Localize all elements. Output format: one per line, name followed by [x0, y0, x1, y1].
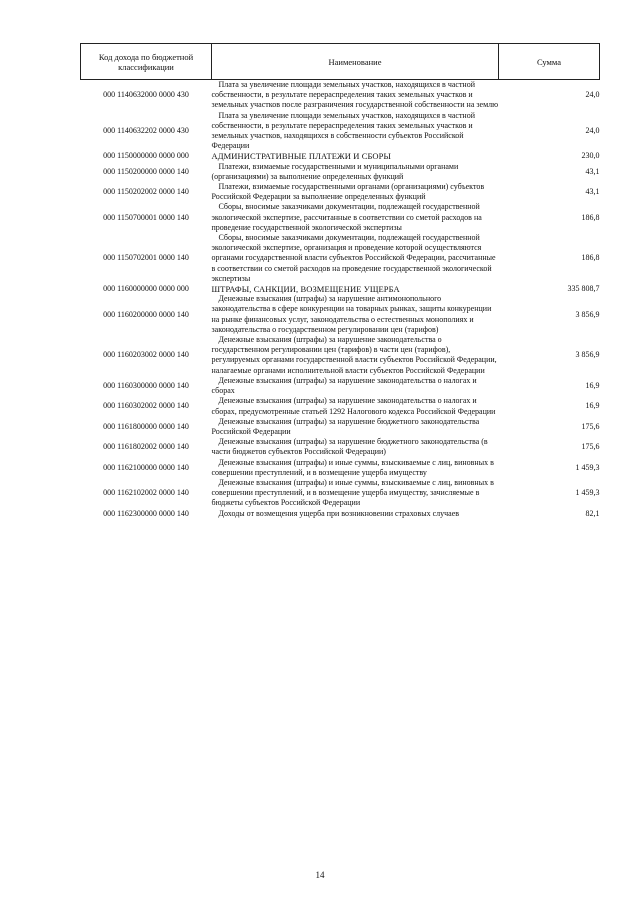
row-name-cell: [212, 202, 499, 233]
row-code: 000 1150200000 0000 140: [103, 166, 189, 176]
row-sum: 24,0: [585, 90, 600, 100]
header-sum: Сумма: [499, 44, 600, 80]
row-code: 000 1160000000 0000 000: [103, 284, 189, 294]
row-name: Сборы, вносимые заказчиками документации, подлежащей государственной экологической экспертизе, организация и проведение которой осуществляются органами государственной власти субъектов Российской Федерации, рассчитанные в соответствии со сметой расходов на проведение государственной экологической экспертизы: [211, 233, 496, 283]
table-body: [81, 80, 600, 519]
row-sum: 175,6: [581, 421, 600, 431]
row-code: 000 1140632000 0000 430: [103, 90, 189, 100]
section-row: [81, 151, 600, 161]
row-name-cell: [212, 80, 499, 111]
table-row: [81, 509, 600, 519]
row-code: 000 1162300000 0000 140: [103, 508, 189, 518]
row-code: 000 1162100000 0000 140: [103, 462, 189, 472]
row-sum: 175,6: [581, 442, 600, 452]
table-row: [81, 233, 600, 284]
row-name: Платежи, взимаемые государственными органами (организациями) субъектов Российской Федерации за выполнение определенных функций: [211, 182, 485, 202]
row-name-cell: [212, 182, 499, 202]
row-name: Доходы от возмещения ущерба при возникновении страховых случаев: [218, 508, 460, 518]
row-name: Денежные взыскания (штрафы) и иные суммы, взыскиваемые с лиц, виновных в совершении преступлений, и в возмещение ущерба имуществу: [211, 457, 494, 477]
row-code: 000 1161800000 0000 140: [103, 421, 189, 431]
table-row: [81, 202, 600, 233]
row-name: Денежные взыскания (штрафы) за нарушение антимонопольного законодательства в сфере конкуренции на товарных рынках, защиты конкуренции на рынке финансовых услуг, законодательства о естественных монополиях и законодательства о государственном регулировании цен (тарифов): [211, 294, 492, 334]
row-name: Денежные взыскания (штрафы) и иные суммы, взыскиваемые с лиц, виновных в совершении преступлений, и в возмещение ущерба имуществу, зачисляемые в бюджеты субъектов Российской Федерации: [211, 477, 494, 508]
section-row: [81, 284, 600, 294]
table-row: [81, 294, 600, 335]
row-name: Плата за увеличение площади земельных участков, находящихся в частной собственности, в результате перераспределения таких земельных участков и земельных участков, находящихся в собственности субъектов Российской Федерации: [211, 110, 475, 151]
row-sum: 3 856,9: [575, 350, 600, 360]
row-code: 000 1140632202 0000 430: [103, 125, 189, 135]
row-code: 000 1160200000 0000 140: [103, 309, 189, 319]
row-code: 000 1160203002 0000 140: [103, 350, 189, 360]
row-name-cell: [212, 478, 499, 509]
row-sum: 82,1: [585, 508, 600, 518]
row-sum: 16,9: [585, 380, 600, 390]
table-row: [81, 417, 600, 437]
row-name: Денежные взыскания (штрафы) за нарушение бюджетного законодательства (в части бюджетов субъектов Российской Федерации): [211, 437, 488, 457]
header-name: Наименование: [212, 44, 499, 80]
row-name-cell: [212, 417, 499, 437]
row-name-cell: [212, 162, 499, 182]
row-name-cell: [212, 335, 499, 376]
row-name: Плата за увеличение площади земельных участков, находящихся в частной собственности, в результате перераспределения таких земельных участков и земельных участков после разграничения государственной собственности на землю: [211, 80, 499, 110]
row-sum: 186,8: [581, 212, 600, 222]
row-sum: 230,0: [581, 151, 600, 161]
table-row: [81, 111, 600, 152]
table-header-row: [81, 44, 600, 80]
row-sum: 24,0: [585, 125, 600, 135]
revenue-table: [80, 43, 600, 519]
row-code: 000 1160300000 0000 140: [103, 380, 189, 390]
row-code: 000 1160302002 0000 140: [103, 401, 189, 411]
row-sum: 335 808,7: [567, 284, 600, 294]
row-code: 000 1150702001 0000 140: [103, 253, 189, 263]
document-sheet: [80, 43, 599, 519]
row-name-cell: [212, 396, 499, 416]
row-name-cell: [212, 376, 499, 396]
row-sum: 1 459,3: [575, 462, 600, 472]
row-code: 000 1150202002 0000 140: [103, 187, 189, 197]
row-sum: 1 459,3: [575, 488, 600, 498]
row-code: 000 1150000000 0000 000: [103, 151, 189, 161]
table-row: [81, 335, 600, 376]
row-name-cell: [212, 233, 499, 284]
row-name-cell: [212, 458, 499, 478]
table-row: [81, 182, 600, 202]
row-name: Денежные взыскания (штрафы) за нарушение законодательства о налогах и сборах, предусмотренные статьей 1292 Налогового кодекса Российской Федерации: [211, 396, 496, 416]
header-code: Код дохода по бюджетной классификации: [81, 44, 212, 80]
row-name: Денежные взыскания (штрафы) за нарушение законодательства о налогах и сборах: [211, 375, 477, 396]
row-name: Денежные взыскания (штрафы) за нарушение законодательства о государственном регулировании цен (тарифов) в части цен (тарифов), регулируемых органами государственной власти субъектов Российской Федерации, налагаемые органами исполнительной власти субъектов Российской Федерации: [211, 335, 497, 375]
row-name-cell: [212, 111, 499, 152]
row-sum: 16,9: [585, 401, 600, 411]
table-row: [81, 80, 600, 111]
table-row: [81, 458, 600, 478]
row-name-cell: [212, 437, 499, 457]
row-code: 000 1161802002 0000 140: [103, 442, 189, 452]
row-name-cell: [212, 151, 499, 161]
row-name-cell: [212, 284, 499, 294]
row-name-cell: [212, 294, 499, 335]
row-sum: 186,8: [581, 253, 600, 263]
row-sum: 43,1: [585, 166, 600, 176]
row-sum: 3 856,9: [575, 309, 600, 319]
table-row: [81, 437, 600, 457]
row-name: ШТРАФЫ, САНКЦИИ, ВОЗМЕЩЕНИЕ УЩЕРБА: [211, 284, 400, 295]
row-name-cell: [212, 509, 499, 519]
page-number: 14: [315, 870, 325, 880]
row-sum: 43,1: [585, 187, 600, 197]
row-name: Денежные взыскания (штрафы) за нарушение бюджетного законодательства Российской Федерации: [211, 416, 480, 436]
row-code: 000 1150700001 0000 140: [103, 212, 189, 222]
row-name: АДМИНИСТРАТИВНЫЕ ПЛАТЕЖИ И СБОРЫ: [211, 151, 391, 162]
table-row: [81, 162, 600, 182]
row-name: Сборы, вносимые заказчиками документации, подлежащей государственной экологической экспертизе, рассчитанные в соответствии со сметой расходов на проведение государственной экологической экспертизы: [211, 202, 482, 232]
table-row: [81, 396, 600, 416]
row-code: 000 1162102002 0000 140: [103, 488, 189, 498]
table-row: [81, 478, 600, 509]
table-row: [81, 376, 600, 396]
row-name: Платежи, взимаемые государственными и муниципальными органами (организациями) за выполнение определенных функций: [211, 161, 459, 181]
